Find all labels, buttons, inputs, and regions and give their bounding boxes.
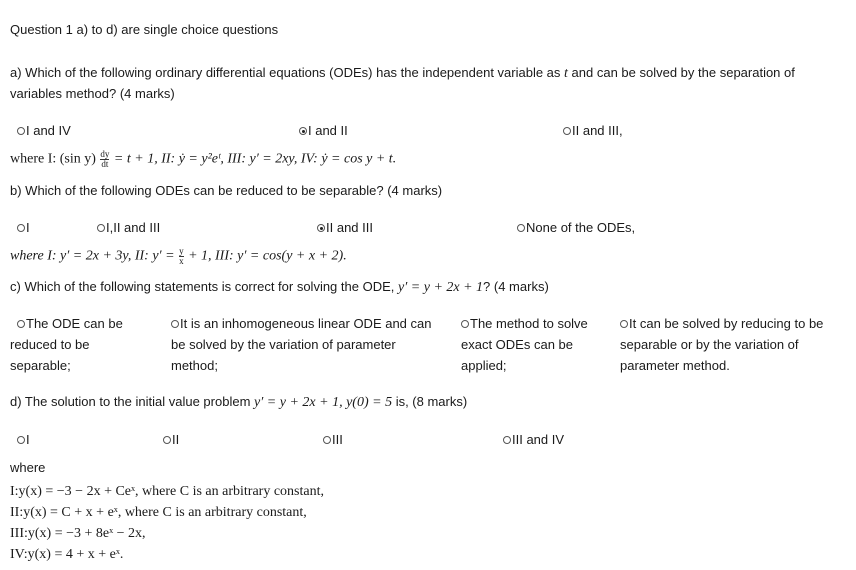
question-a-text: a) Which of the following ordinary differential equations (ODEs) has the independent variable as [10, 65, 561, 80]
solution-I: I:y(x) = −3 − 2x + Ceˣ, where C is an arbitrary constant, [10, 484, 324, 499]
radio-icon[interactable] [17, 436, 25, 444]
option-c-4[interactable]: It can be solved by reducing to be separable or by the variation of parameter method. [620, 316, 824, 373]
equations-b: where I: y′ = 2x + 3y, II: y′ = $\frac{y}{x}$ + 1, III: y′ = cos(y + x + 2). [10, 246, 347, 266]
radio-icon[interactable] [171, 320, 179, 328]
option-b-3[interactable]: II and III [317, 220, 373, 236]
radio-icon[interactable] [461, 320, 469, 328]
solution-III: III:y(x) = −3 + 8eˣ − 2x, [10, 526, 146, 541]
question-a-text-2: and can be solved by the separation of [571, 65, 795, 80]
option-d-1[interactable]: I [17, 432, 30, 448]
variable-t: t [564, 66, 568, 81]
radio-icon[interactable] [620, 320, 628, 328]
radio-icon[interactable] [323, 436, 331, 444]
question-b: b) Which of the following ODEs can be reduced to be separable? (4 marks) [10, 183, 443, 198]
option-b-2[interactable]: I,II and III [97, 220, 160, 236]
radio-icon[interactable] [503, 436, 511, 444]
question-d: d) The solution to the initial value problem y′ = y + 2x + 1, y(0) = 5 is, (8 marks) [10, 394, 468, 410]
radio-icon[interactable] [563, 127, 571, 135]
option-d-3[interactable]: III [323, 432, 343, 448]
solution-IV: IV:y(x) = 4 + x + eˣ. [10, 547, 124, 562]
solutions-list [10, 481, 324, 565]
radio-icon[interactable] [517, 224, 525, 232]
question-a-line2: variables method? (4 marks) [10, 86, 175, 101]
radio-icon[interactable] [163, 436, 171, 444]
equations-a: where I: (sin y) $\frac{dy}{dt}$ = t + 1, II: ẏ = y²eᵗ, III: y′ = 2xy, IV: ẏ = cos y + t. [10, 149, 397, 169]
fraction-dy-dt: $\frac{dy}{dt}$ [100, 149, 110, 169]
question-header: Question 1 a) to d) are single choice questions [10, 22, 279, 37]
solution-II: II:y(x) = C + x + eˣ, where C is an arbitrary constant, [10, 505, 307, 520]
option-c-3[interactable]: The method to solve exact ODEs can be applied; [461, 316, 588, 373]
question-a-line1 [10, 65, 795, 82]
option-a-2[interactable]: I and II [299, 123, 348, 139]
option-a-3[interactable]: II and III, [563, 123, 623, 139]
question-c: c) Which of the following statements is correct for solving the ODE, y′ = y + 2x + 1? (4 marks) [10, 279, 549, 295]
option-c-1[interactable]: The ODE can be reduced to be separable; [10, 316, 123, 373]
option-b-4[interactable]: None of the ODEs, [517, 220, 635, 236]
radio-selected-icon[interactable] [299, 127, 307, 135]
fraction-y-x: $\frac{y}{x}$ [179, 246, 184, 266]
radio-icon[interactable] [97, 224, 105, 232]
option-d-2[interactable]: II [163, 432, 179, 448]
where-label: where [10, 460, 46, 475]
radio-icon[interactable] [17, 320, 25, 328]
option-b-1[interactable]: I [17, 220, 30, 236]
radio-selected-icon[interactable] [317, 224, 325, 232]
option-d-4[interactable]: III and IV [503, 432, 564, 448]
radio-icon[interactable] [17, 127, 25, 135]
option-c-2[interactable]: It is an inhomogeneous linear ODE and can be solved by the variation of parameter method; [171, 316, 432, 373]
option-a-1[interactable]: I and IV [17, 123, 71, 139]
radio-icon[interactable] [17, 224, 25, 232]
